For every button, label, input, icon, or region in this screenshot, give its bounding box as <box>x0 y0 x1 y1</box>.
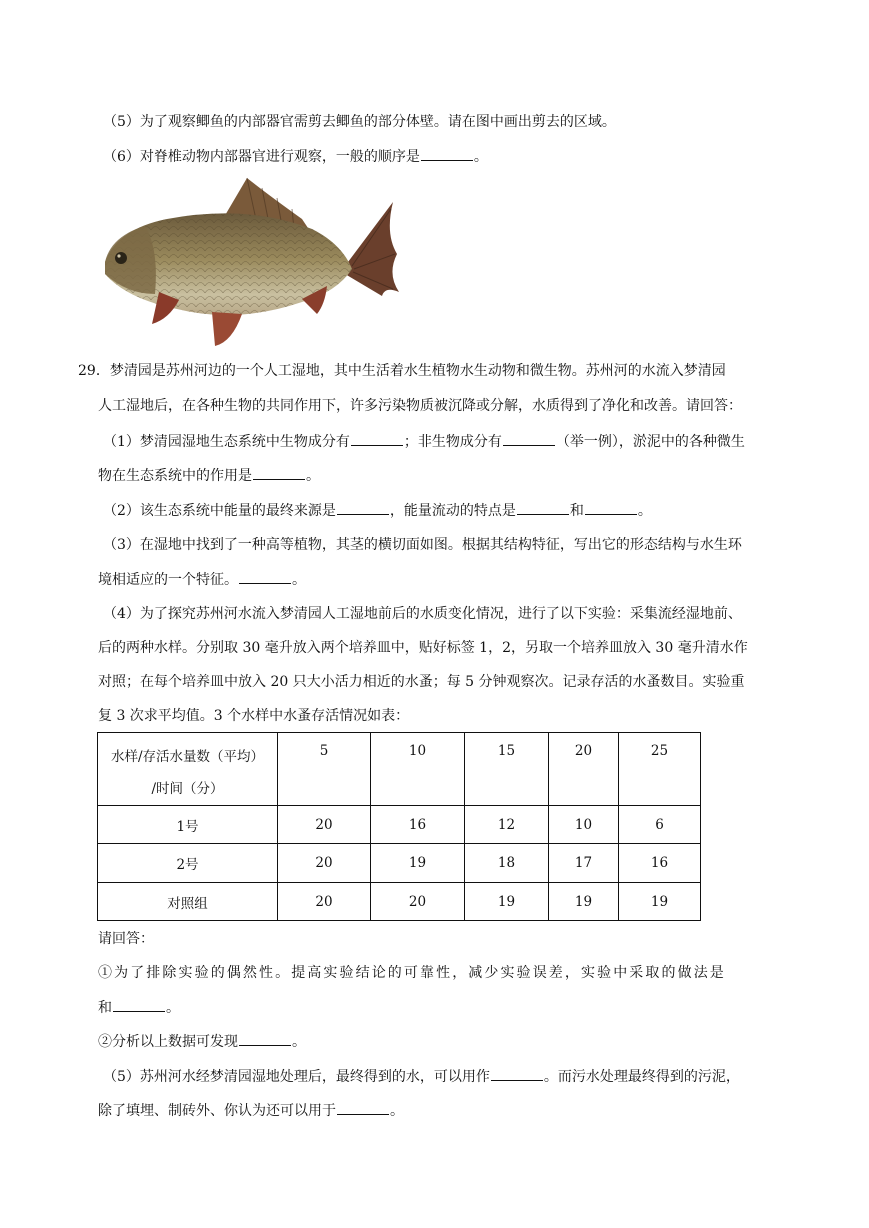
answer-blank[interactable] <box>239 1031 291 1046</box>
value-cell: 20 <box>371 883 465 921</box>
text: （2）该生态系统中能量的最终来源是 <box>103 503 336 519</box>
text: 。而污水处理最终得到的污泥， <box>543 1069 740 1085</box>
q29-part4-line1: （4）为了探究苏州河水流入梦清园人工湿地前后的水质变化情况，进行了以下实验：采集流经湿地前、 <box>103 606 742 622</box>
punct: 。 <box>473 149 488 165</box>
table-header-cell <box>98 733 278 806</box>
q29-part4-line4: 复 3 次求平均值。3 个水样中水蚤存活情况如表： <box>98 708 410 724</box>
q29-part5-line2 <box>98 1100 404 1121</box>
q29-part5-line1 <box>103 1066 740 1087</box>
q29-part4-line2: 后的两种水样。分别取 30 毫升放入两个培养皿中，贴好标签 1，2，另取一个培养皿放入 30 毫升清水作 <box>98 640 748 656</box>
value-cell: 20 <box>278 883 371 921</box>
text: 和 <box>98 1000 112 1016</box>
text: ②分析以上数据可发现 <box>98 1034 238 1050</box>
q29-please-answer: 请回答： <box>98 931 154 947</box>
value-cell: 6 <box>619 806 701 844</box>
table-row <box>98 844 701 883</box>
q29-intro-line2: 人工湿地后，在各种生物的共同作用下，许多污染物质被沉降或分解，水质得到了净化和改善。请回答： <box>98 398 742 414</box>
q29-part4-line3: 对照；在每个培养皿中放入 20 只大小活力相近的水蚤；每 5 分钟观察次。记录存活的水蚤数目。实验重 <box>98 674 745 690</box>
header-line2: /时间（分） <box>151 781 224 797</box>
crucian-carp-image <box>97 174 407 350</box>
time-cell: 20 <box>549 733 619 806</box>
value-cell: 17 <box>549 844 619 883</box>
row-label: 1号 <box>98 806 278 844</box>
text: 。 <box>292 1034 306 1050</box>
value-cell: 16 <box>619 844 701 883</box>
text: 。 <box>292 572 306 588</box>
answer-blank[interactable] <box>337 1100 389 1115</box>
value-cell: 10 <box>549 806 619 844</box>
value-cell: 19 <box>549 883 619 921</box>
text: ，能量流动的特点是 <box>389 503 516 519</box>
answer-blank[interactable] <box>491 1066 543 1081</box>
answer-blank[interactable] <box>351 431 403 446</box>
header-line1: 水样/存活水量数（平均） <box>110 749 265 765</box>
answer-blank[interactable] <box>517 500 569 515</box>
text: 。 <box>306 468 320 484</box>
text: 境相适应的一个特征。 <box>98 572 238 588</box>
text: 。 <box>390 1103 404 1119</box>
answer-blank[interactable] <box>585 500 637 515</box>
text: 物在生态系统中的作用是 <box>98 468 252 484</box>
row-label: 2号 <box>98 844 278 883</box>
value-cell: 12 <box>465 806 549 844</box>
q28-item-5: （5）为了观察鲫鱼的内部器官需剪去鲫鱼的部分体壁。请在图中画出剪去的区域。 <box>103 114 616 130</box>
q29-part1-line1 <box>103 431 745 452</box>
q29-part3-line1: （3）在湿地中找到了一种高等植物，其茎的横切面如图。根据其结构特征，写出它的形态结构与水生环 <box>103 537 742 553</box>
value-cell: 20 <box>278 806 371 844</box>
value-cell: 19 <box>371 844 465 883</box>
row-label: 对照组 <box>98 883 278 921</box>
q28-item-6-text: （6）对脊椎动物内部器官进行观察，一般的顺序是 <box>103 149 420 165</box>
value-cell: 19 <box>619 883 701 921</box>
text: （5）苏州河水经梦清园湿地处理后，最终得到的水，可以用作 <box>103 1069 490 1085</box>
q29-sub1-line1: ①为了排除实验的偶然性。提高实验结论的可靠性，减少实验误差，实验中采取的做法是 <box>98 965 726 981</box>
table-header-row <box>98 733 701 806</box>
q28-item-6 <box>103 146 488 167</box>
text: 。 <box>637 503 652 519</box>
time-cell: 10 <box>371 733 465 806</box>
answer-blank[interactable] <box>503 431 555 446</box>
time-cell: 5 <box>278 733 371 806</box>
q29-intro-line1: 29．梦清园是苏州河边的一个人工湿地，其中生活着水生植物水生动物和微生物。苏州河的水流入梦清园 <box>78 363 726 379</box>
answer-blank[interactable] <box>253 465 305 480</box>
answer-blank[interactable] <box>239 569 291 584</box>
text: 。 <box>166 1000 180 1016</box>
answer-blank[interactable] <box>337 500 389 515</box>
daphnia-survival-table <box>97 732 701 921</box>
time-cell: 15 <box>465 733 549 806</box>
q29-part3-line2 <box>98 569 306 590</box>
answer-blank[interactable] <box>113 997 165 1012</box>
q29-sub2 <box>98 1031 306 1052</box>
table-row <box>98 806 701 844</box>
time-cell: 25 <box>619 733 701 806</box>
value-cell: 18 <box>465 844 549 883</box>
value-cell: 19 <box>465 883 549 921</box>
text: 除了填埋、制砖外、你认为还可以用于 <box>98 1103 336 1119</box>
q29-sub1-line2 <box>98 997 180 1018</box>
text: （举一例），淤泥中的各种微生 <box>555 434 745 450</box>
q29-part1-line2 <box>98 465 320 486</box>
table-row <box>98 883 701 921</box>
text: （1）梦清园湿地生态系统中生物成分有 <box>103 434 350 450</box>
value-cell: 20 <box>278 844 371 883</box>
text: ；非生物成分有 <box>403 434 502 450</box>
q29-part2 <box>103 500 652 521</box>
value-cell: 16 <box>371 806 465 844</box>
text: 和 <box>569 503 584 519</box>
answer-blank[interactable] <box>421 146 473 161</box>
